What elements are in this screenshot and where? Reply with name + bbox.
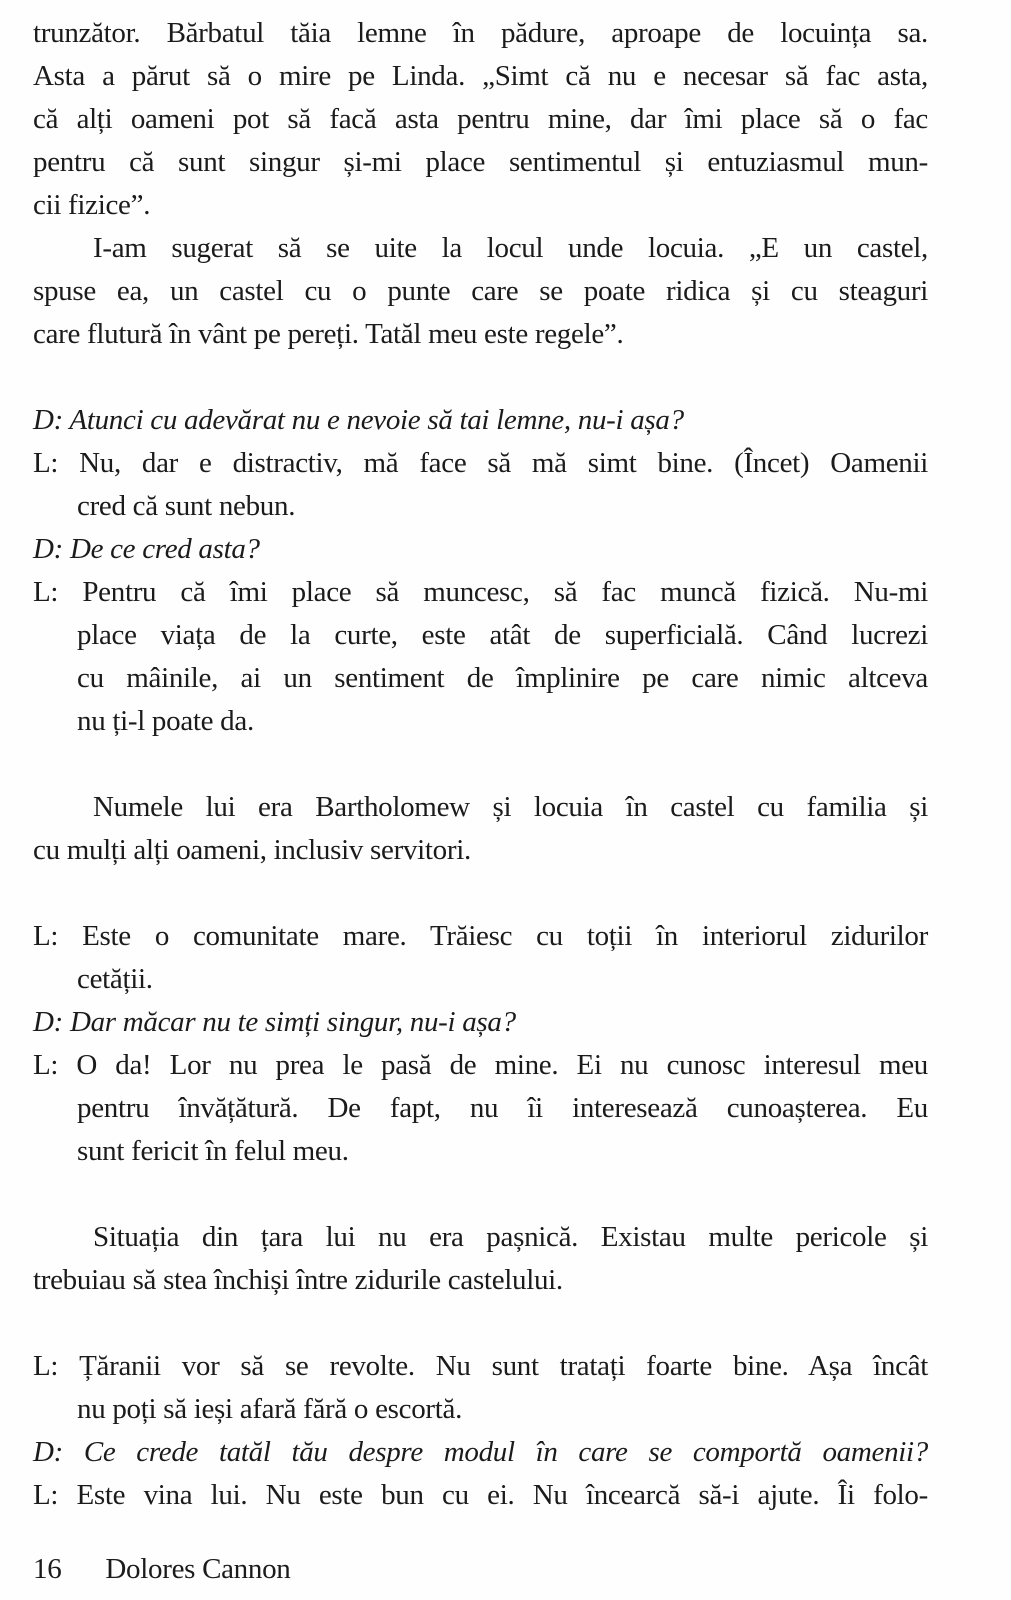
text-line: Situația din țara lui nu era pașnică. Existau multe pericole și bbox=[93, 1221, 928, 1253]
text-line: trebuiau să stea închiși între zidurile castelului. bbox=[33, 1264, 563, 1296]
narration-paragraph bbox=[33, 786, 928, 872]
text-line: că alți oameni pot să facă asta pentru mine, dar îmi place să o fac bbox=[33, 103, 928, 135]
text-line: I-am sugerat să se uite la locul unde locuia. „E un castel, bbox=[93, 232, 928, 264]
text-line: L: Este vina lui. Nu este bun cu ei. Nu încearcă să-i ajute. Îi folo- bbox=[33, 1479, 928, 1511]
dialogue-question-d bbox=[33, 1431, 928, 1474]
text-line: D: Ce crede tatăl tău despre modul în care se comportă oamenii? bbox=[33, 1436, 928, 1468]
text-line: nu poți să ieși afară fără o escortă. bbox=[77, 1393, 463, 1425]
text-line: Asta a părut să o mire pe Linda. „Simt că nu e necesar să fac asta, bbox=[33, 60, 928, 92]
narration-paragraph bbox=[33, 227, 928, 356]
dialogue-answer-l bbox=[33, 571, 928, 743]
text-line: Numele lui era Bartholomew și locuia în castel cu familia și bbox=[93, 791, 928, 823]
running-footer-title: Dolores Cannon bbox=[105, 1553, 291, 1585]
dialogue-question-d bbox=[33, 399, 928, 442]
dialogue-answer-l bbox=[33, 1345, 928, 1431]
text-line: spuse ea, un castel cu o punte care se poate ridica și cu steaguri bbox=[33, 275, 928, 307]
text-line: place viața de la curte, este atât de superficială. Când lucrezi bbox=[77, 619, 928, 651]
text-line: pentru că sunt singur și-mi place sentimentul și entuziasmul mun- bbox=[33, 146, 928, 178]
dialogue-answer-l bbox=[33, 915, 928, 1001]
text-line: L: Țăranii vor să se revolte. Nu sunt tratați foarte bine. Așa încât bbox=[33, 1350, 928, 1382]
text-line: cii fizice”. bbox=[33, 189, 151, 221]
text-line: D: Dar măcar nu te simți singur, nu-i așa? bbox=[33, 1006, 516, 1038]
dialogue-question-d bbox=[33, 528, 928, 571]
dialogue-question-d bbox=[33, 1001, 928, 1044]
text-line: nu ți-l poate da. bbox=[77, 705, 254, 737]
text-line: L: Este o comunitate mare. Trăiesc cu toții în interiorul zidurilor bbox=[33, 920, 928, 952]
dialogue-answer-l bbox=[33, 1474, 928, 1517]
dialogue-answer-l bbox=[33, 1044, 928, 1173]
text-line: cu mulți alți oameni, inclusiv servitori. bbox=[33, 834, 471, 866]
text-line: care flutură în vânt pe pereți. Tatăl meu este regele”. bbox=[33, 318, 624, 350]
text-line: D: De ce cred asta? bbox=[33, 533, 260, 565]
text-line: L: Nu, dar e distractiv, mă face să mă simt bine. (Încet) Oamenii bbox=[33, 447, 928, 479]
text-line: sunt fericit în felul meu. bbox=[77, 1135, 349, 1167]
narration-paragraph bbox=[33, 1216, 928, 1302]
text-line: cu mâinile, ai un sentiment de împlinire pe care nimic altceva bbox=[77, 662, 928, 694]
dialogue-answer-l bbox=[33, 442, 928, 528]
narration-paragraph-continuation bbox=[33, 12, 928, 227]
text-line: pentru învățătură. De fapt, nu îi interesează cunoașterea. Eu bbox=[77, 1092, 928, 1124]
text-line: L: Pentru că îmi place să muncesc, să fac muncă fizică. Nu-mi bbox=[33, 576, 928, 608]
text-line: trunzător. Bărbatul tăia lemne în pădure, aproape de locuința sa. bbox=[33, 17, 928, 49]
text-line: cred că sunt nebun. bbox=[77, 490, 296, 522]
page-footer bbox=[33, 1548, 291, 1591]
text-line: cetății. bbox=[77, 963, 153, 995]
text-line: D: Atunci cu adevărat nu e nevoie să tai lemne, nu-i așa? bbox=[33, 404, 684, 436]
text-line: L: O da! Lor nu prea le pasă de mine. Ei nu cunosc interesul meu bbox=[33, 1049, 928, 1081]
page-number: 16 bbox=[33, 1553, 62, 1585]
